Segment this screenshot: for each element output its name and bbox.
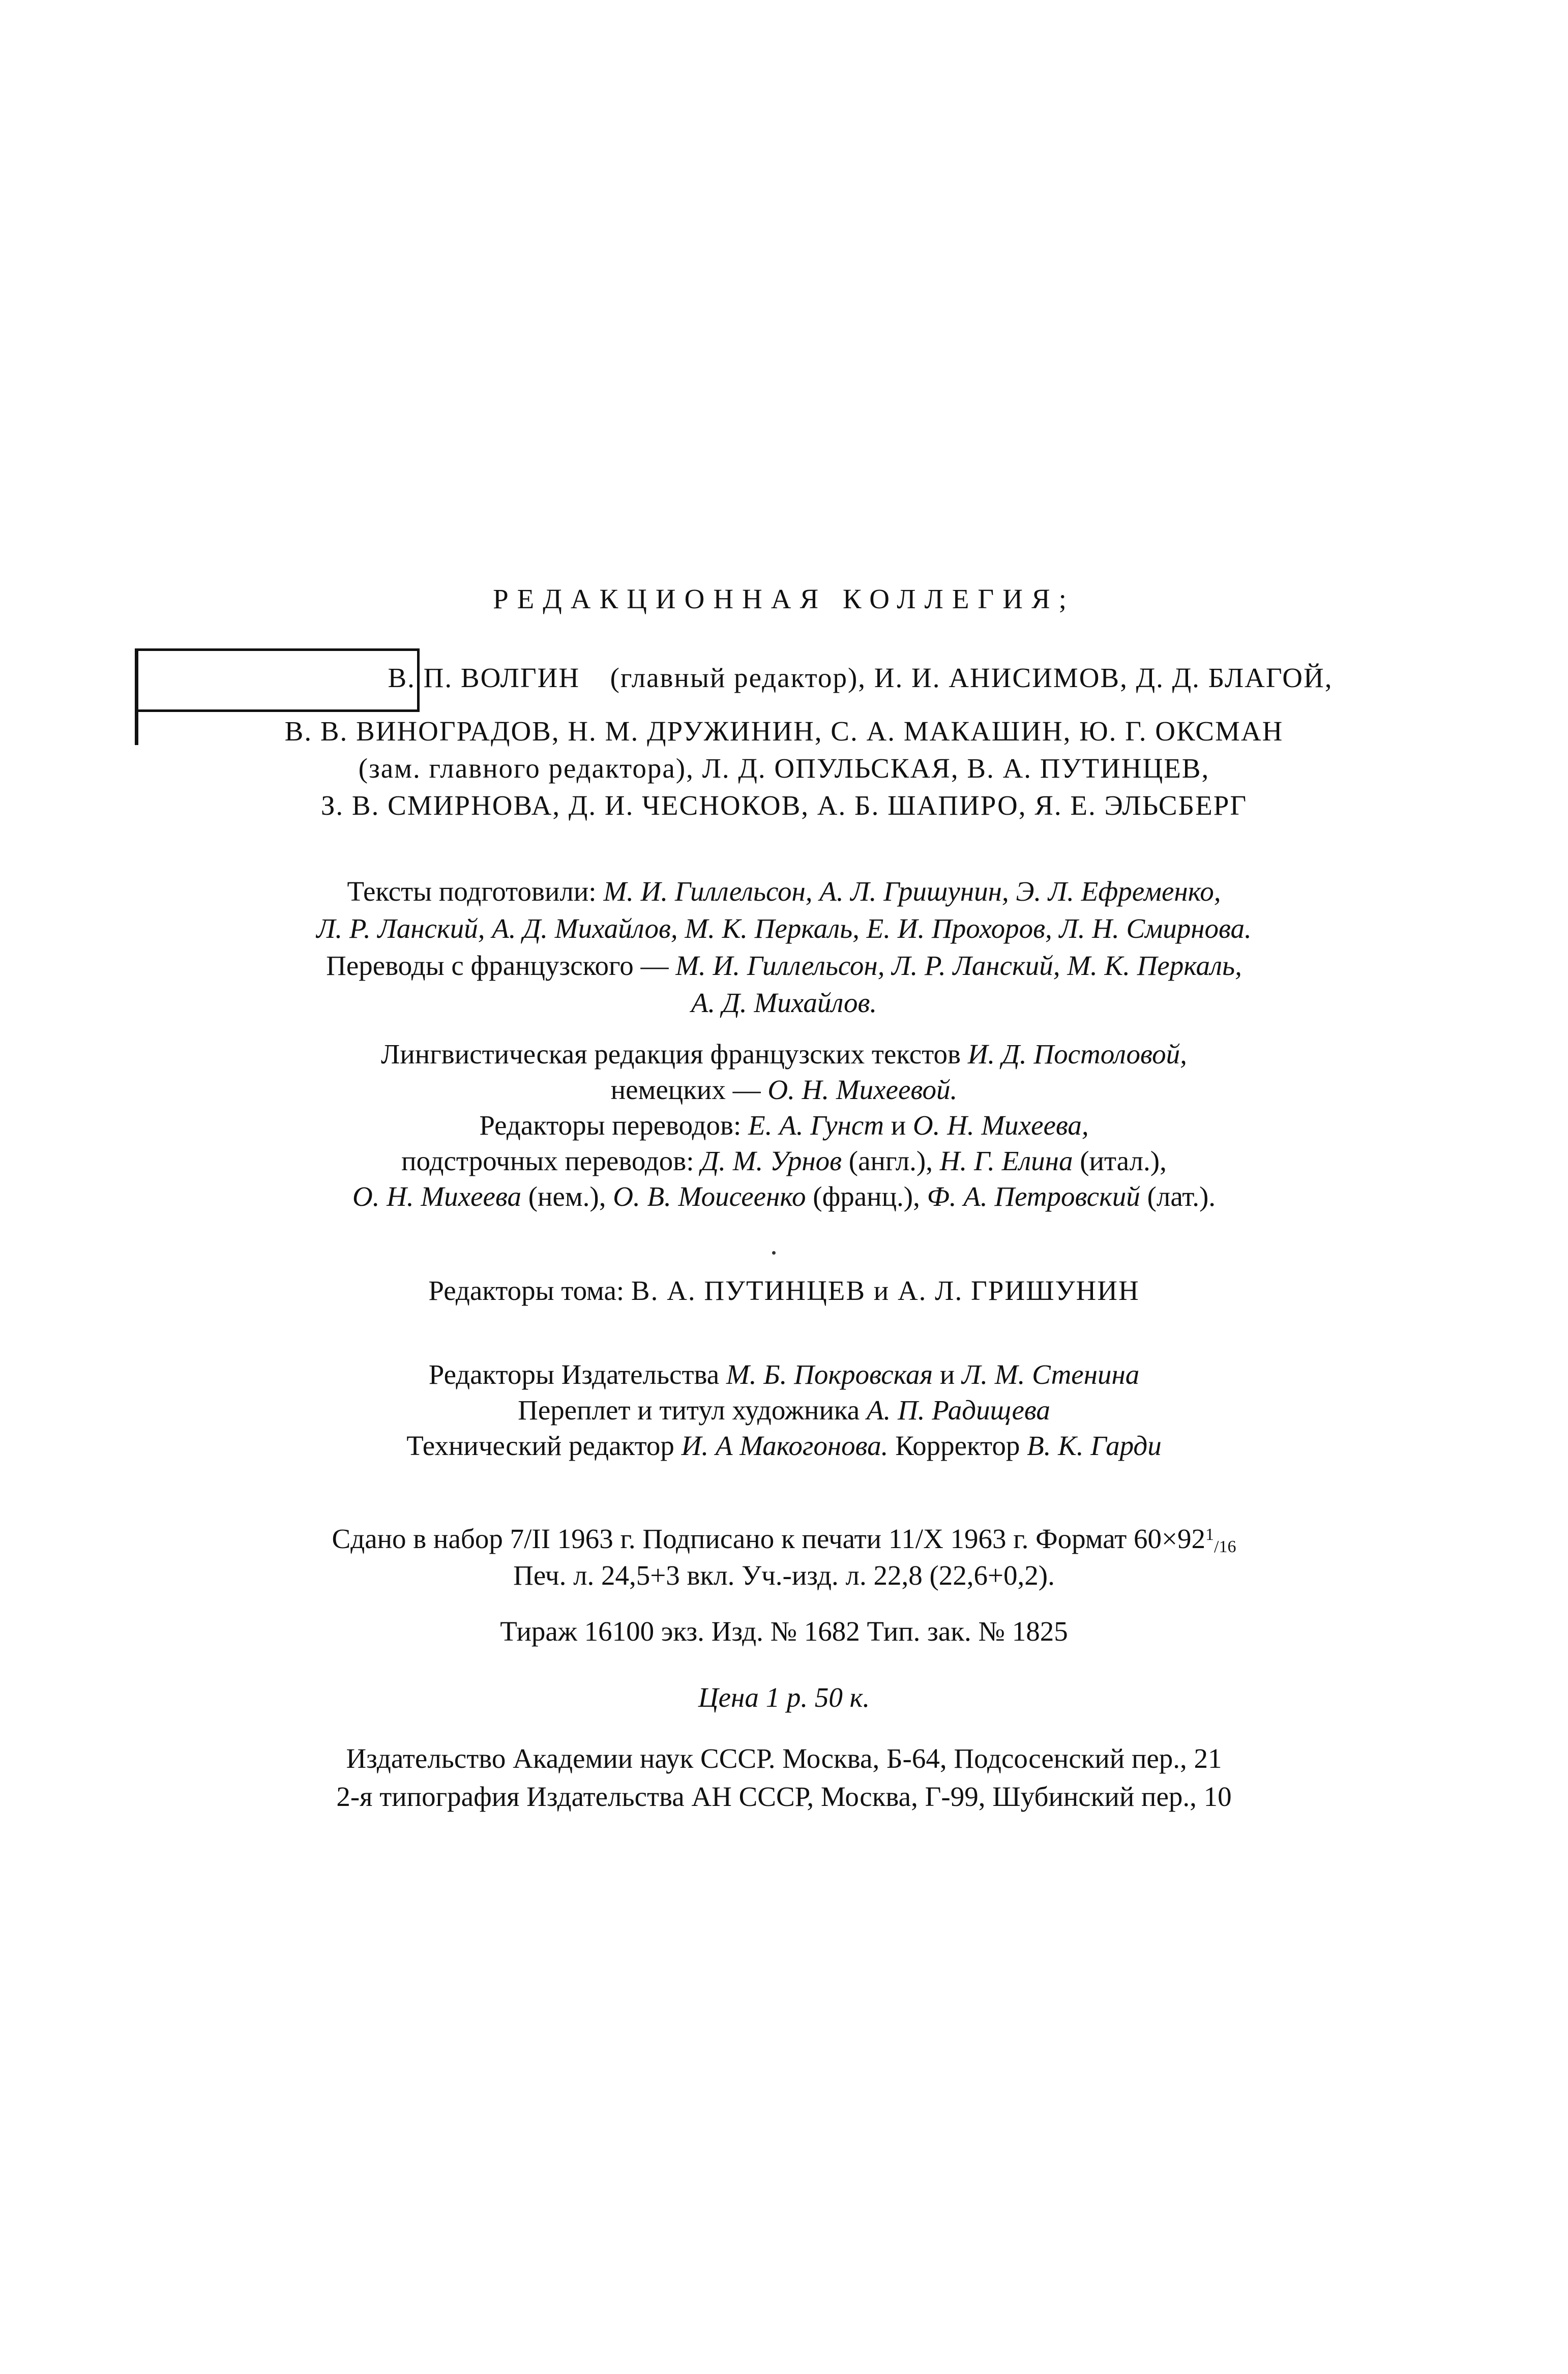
preparers-label: Тексты подготовили: bbox=[347, 876, 597, 907]
imprint-line-2: Печ. л. 24,5+3 вкл. Уч.-изд. л. 22,8 (22,6+0,2). bbox=[513, 1560, 1055, 1591]
preparers-names-1: М. И. Гиллельсон, А. Л. Гришунин, Э. Л. Ефременко, bbox=[603, 876, 1221, 907]
print-speck bbox=[772, 1251, 776, 1255]
linguistic-german-editor: О. Н. Михеевой. bbox=[767, 1074, 958, 1105]
interlinear-2-lang: (итал.), bbox=[1080, 1145, 1167, 1176]
board-line-2: В. В. ВИНОГРАДОВ, Н. М. ДРУЖИНИН, С. А. МАКАШИН, Ю. Г. ОКСМАН bbox=[284, 716, 1284, 747]
translations-names-2: А. Д. Михайлов. bbox=[691, 987, 877, 1018]
interlinear-1-lang: (англ.), bbox=[848, 1145, 933, 1176]
interlinear-3: О. Н. Михеева bbox=[352, 1181, 521, 1212]
translations-names-1: М. И. Гиллельсон, Л. Р. Ланский, М. К. Перкаль, bbox=[675, 950, 1242, 981]
linguistic-line-1 bbox=[0, 1037, 1568, 1071]
boxed-name-underline bbox=[135, 709, 420, 712]
volume-editors-label: Редакторы тома: bbox=[428, 1275, 625, 1306]
linguistic-line-2 bbox=[0, 1073, 1568, 1107]
proofreader: В. К. Гарди bbox=[1027, 1430, 1162, 1461]
interlinear-4-lang: (франц.), bbox=[813, 1181, 920, 1212]
interlinear-4: О. В. Моисеенко bbox=[613, 1181, 806, 1212]
interlinear-2: Н. Г. Елина bbox=[939, 1145, 1073, 1176]
interlinear-3-lang: (нем.), bbox=[528, 1181, 606, 1212]
translations-label: Переводы с французского — bbox=[326, 950, 669, 981]
publishing-line-1 bbox=[0, 1358, 1568, 1391]
linguistic-line-5 bbox=[0, 1180, 1568, 1213]
board-boxed-name: В. П. ВОЛГИН bbox=[388, 662, 580, 693]
preparers-names-2: Л. Р. Ланский, А. Д. Михайлов, М. К. Перкаль, Е. И. Прохоров, Л. Н. Смирнова. bbox=[316, 913, 1252, 944]
publishing-editor-2: Л. М. Стенина bbox=[962, 1359, 1140, 1390]
publishing-line-2 bbox=[0, 1393, 1568, 1427]
interlinear-1: Д. М. Урнов bbox=[701, 1145, 842, 1176]
publishing-line-3 bbox=[0, 1429, 1568, 1463]
interlinear-5: Ф. А. Петровский bbox=[927, 1181, 1140, 1212]
linguistic-line-4 bbox=[0, 1144, 1568, 1178]
imprint-line-3: Тираж 16100 экз. Изд. № 1682 Тип. зак. № 1825 bbox=[500, 1616, 1068, 1647]
board-line-1-rest: (главный редактор), И. И. АНИСИМОВ, Д. Д. БЛАГОЙ, bbox=[610, 662, 1333, 693]
imprint-price: Цена 1 р. 50 к. bbox=[698, 1682, 870, 1713]
linguistic-label: Лингвистическая редакция французских текстов bbox=[381, 1038, 961, 1070]
translation-editor-2: О. Н. Михеева, bbox=[912, 1110, 1089, 1141]
translations-line-1 bbox=[0, 949, 1568, 983]
imprint-publisher: Издательство Академии наук СССР. Москва, Б-64, Подсосенский пер., 21 bbox=[346, 1743, 1222, 1774]
linguistic-french-editor: И. Д. Постоловой, bbox=[967, 1038, 1187, 1070]
proofreader-label: Корректор bbox=[895, 1430, 1020, 1461]
volume-editors-line bbox=[0, 1274, 1568, 1308]
tech-editor-label: Технический редактор bbox=[406, 1430, 674, 1461]
board-line-1 bbox=[76, 661, 1568, 695]
translation-editors-and: и bbox=[891, 1110, 906, 1141]
publishing-editors-label: Редакторы Издательства bbox=[428, 1359, 720, 1390]
board-line-4: З. В. СМИРНОВА, Д. И. ЧЕСНОКОВ, А. Б. ШАПИРО, Я. Е. ЭЛЬСБЕРГ bbox=[320, 790, 1248, 821]
binding-artist: А. П. Радищева bbox=[866, 1394, 1050, 1426]
publishing-and: и bbox=[939, 1359, 955, 1390]
binding-label: Переплет и титул художника bbox=[518, 1394, 860, 1426]
linguistic-german-label: немецких — bbox=[610, 1074, 761, 1105]
preparers-line-1 bbox=[0, 875, 1568, 908]
volume-editors-names: В. А. ПУТИНЦЕВ и А. Л. ГРИШУНИН bbox=[631, 1275, 1140, 1306]
imprint-line-1 bbox=[0, 1518, 1568, 1564]
tech-editor: И. А Макогонова. bbox=[681, 1430, 889, 1461]
board-heading: РЕДАКЦИОННАЯ КОЛЛЕГИЯ; bbox=[493, 583, 1075, 614]
imprint-dates-format: Сдано в набор 7/II 1963 г. Подписано к печати 11/X 1963 г. Формат 60×92 bbox=[332, 1523, 1205, 1554]
imprint-printer: 2-я типография Издательства АН СССР, Москва, Г-99, Шубинский пер., 10 bbox=[336, 1781, 1232, 1812]
publishing-editor-1: М. Б. Покровская bbox=[726, 1359, 933, 1390]
interlinear-label: подстрочных переводов: bbox=[401, 1145, 694, 1176]
translation-editor-1: Е. А. Гунст bbox=[748, 1110, 884, 1141]
format-fraction-den: /16 bbox=[1214, 1537, 1236, 1556]
linguistic-line-3 bbox=[0, 1109, 1568, 1142]
format-fraction-num: 1 bbox=[1205, 1525, 1214, 1544]
interlinear-5-lang: (лат.). bbox=[1147, 1181, 1216, 1212]
translation-editors-label: Редакторы переводов: bbox=[479, 1110, 742, 1141]
board-line-3: (зам. главного редактора), Л. Д. ОПУЛЬСКАЯ, В. А. ПУТИНЦЕВ, bbox=[358, 753, 1210, 784]
